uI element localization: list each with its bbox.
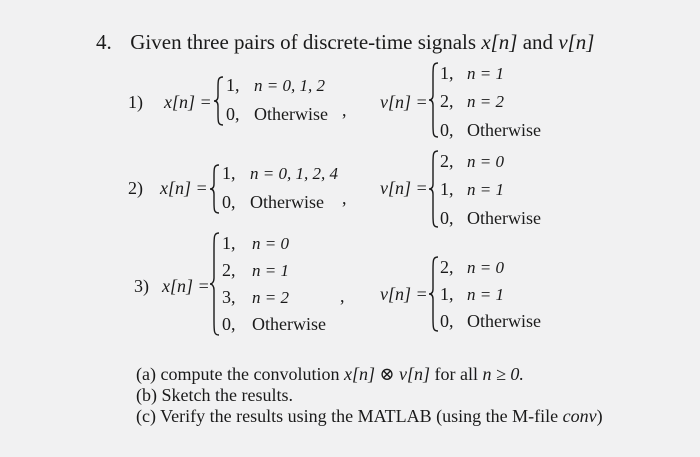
task-b-text: Sketch the results. [161, 385, 293, 405]
pair-3-x-lhs: x[n] = [162, 276, 210, 296]
pair-3-v-brace [429, 256, 439, 332]
pair-2-v-case-2-cond: Otherwise [467, 208, 541, 228]
pair-1-v-case-1-cond: n = 2 [467, 92, 504, 111]
pair-1-v-case-0-cond: n = 1 [467, 64, 504, 83]
pair-1-v-lhs: v[n] = [380, 92, 428, 112]
pair-2-x-lhs: x[n] = [160, 178, 208, 198]
task-a-mid: for all [434, 364, 479, 384]
pair-1-x-brace [214, 76, 224, 126]
pair-1-v-brace [429, 62, 439, 138]
pair-2-x-case-0-cond: n = 0, 1, 2, 4 [250, 164, 338, 183]
pair-2-v-case-1-cond: n = 1 [467, 180, 504, 199]
task-a-expr: x[n] ⊗ v[n] [343, 364, 431, 384]
task-c-code: conv [562, 406, 597, 426]
pair-3-separator: , [340, 286, 345, 306]
pair-3-x-case-2-cond: n = 2 [252, 288, 289, 307]
pair-2-v-case-0-cond: n = 0 [467, 152, 504, 171]
pair-3-v-case-2-cond: Otherwise [467, 311, 541, 331]
pair-1-v-case-2-cond: Otherwise [467, 120, 541, 140]
problem-number: 4. [96, 30, 112, 54]
pair-1-v-case-2-val: 0, [440, 120, 454, 140]
pair-2-v-case-1-val: 1, [440, 179, 454, 199]
task-c-label: (c) [136, 406, 156, 426]
x-symbol: x[n] [481, 30, 518, 54]
task-c-suffix: ) [596, 406, 603, 426]
pair-3-x-case-1-val: 2, [222, 260, 236, 280]
pair-3-v-case-1-val: 1, [440, 284, 454, 304]
task-a [136, 364, 524, 385]
pair-2-v-lhs: v[n] = [380, 178, 428, 198]
pair-1-v-case-0-val: 1, [440, 63, 454, 83]
task-b-label: (b) [136, 385, 157, 405]
task-b [136, 385, 293, 406]
pair-2-x-brace [210, 164, 220, 214]
pair-1-x-case-0-cond: n = 0, 1, 2 [254, 76, 325, 95]
pair-3-label: 3) [134, 276, 149, 296]
pair-3-x-case-2-val: 3, [222, 287, 236, 307]
pair-3-x-brace [210, 232, 220, 336]
pair-2-x-case-1-cond: Otherwise [250, 192, 324, 212]
task-c [136, 406, 603, 427]
task-a-cond: n ≥ 0. [482, 364, 524, 384]
task-a-label: (a) [136, 364, 156, 384]
pair-1-x-case-0-val: 1, [226, 75, 240, 95]
pair-3-v-case-2-val: 0, [440, 311, 454, 331]
pair-2-v-case-0-val: 2, [440, 151, 454, 171]
pair-3-v-lhs: v[n] = [380, 284, 428, 304]
pair-1-x-case-1-cond: Otherwise [254, 104, 328, 124]
pair-1-v-case-1-val: 2, [440, 91, 454, 111]
pair-2-v-brace [429, 150, 439, 228]
pair-1-label: 1) [128, 92, 143, 112]
problem-heading [96, 30, 594, 55]
pair-3-x-case-0-val: 1, [222, 233, 236, 253]
task-c-text: Verify the results using the MATLAB (using the M-file [160, 406, 559, 426]
pair-3-v-case-0-val: 2, [440, 257, 454, 277]
pair-3-x-case-3-cond: Otherwise [252, 314, 326, 334]
pair-3-v-case-1-cond: n = 1 [467, 285, 504, 304]
pair-2-x-case-0-val: 1, [222, 163, 236, 183]
pair-1-x-lhs: x[n] = [164, 92, 212, 112]
pair-3-v-case-0-cond: n = 0 [467, 258, 504, 277]
pair-3-x-case-1-cond: n = 1 [252, 261, 289, 280]
pair-2-separator: , [342, 188, 347, 208]
pair-2-label: 2) [128, 178, 143, 198]
v-symbol: v[n] [558, 30, 595, 54]
problem-statement: Given three pairs of discrete-time signals [130, 30, 477, 54]
pair-3-x-case-0-cond: n = 0 [252, 234, 289, 253]
pair-3-x-case-3-val: 0, [222, 314, 236, 334]
pair-2-x-case-1-val: 0, [222, 192, 236, 212]
pair-1-x-case-1-val: 0, [226, 104, 240, 124]
pair-2-v-case-2-val: 0, [440, 208, 454, 228]
pair-1-separator: , [342, 100, 347, 120]
task-a-text: compute the convolution [160, 364, 340, 384]
and-word: and [522, 30, 554, 54]
